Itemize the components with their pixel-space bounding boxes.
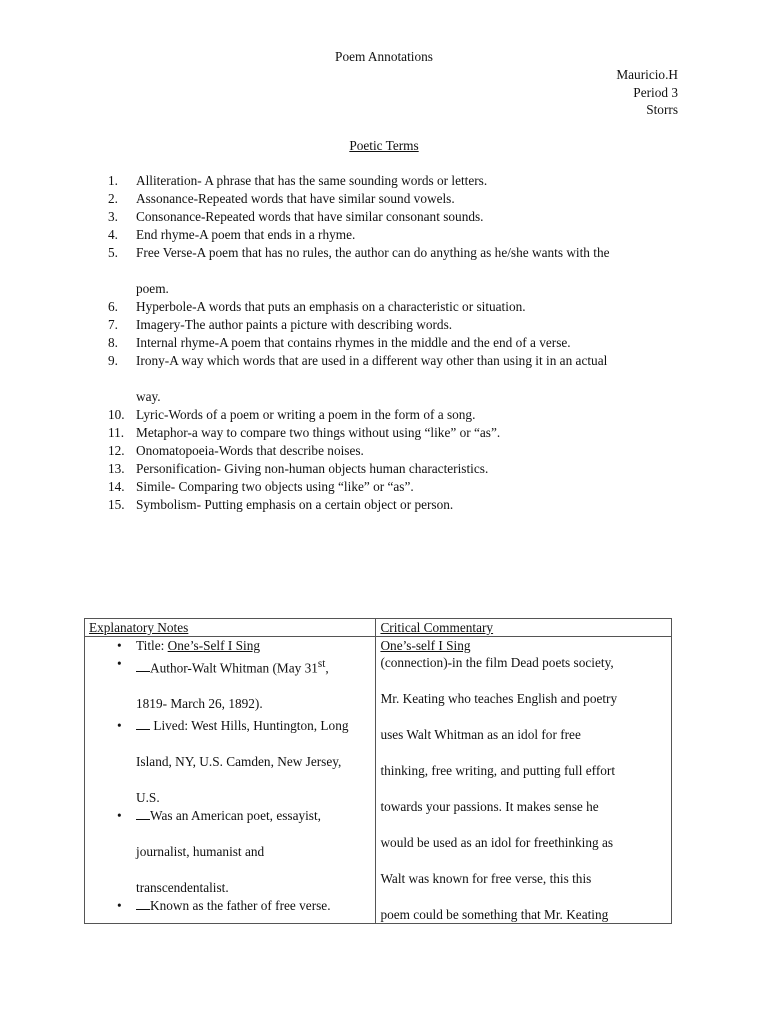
commentary-line: (connection)-in the film Dead poets society, [380,655,614,670]
list-item: • Lived: West Hills, Huntington, Long Island, NY, U.S. Camden, New Jersey, U.S. [117,718,349,806]
teacher-name: Storrs [646,102,678,117]
poem-title: One’s-Self I Sing [167,638,261,653]
list-item: 1. Alliteration- A phrase that has the same sounding words or letters. [108,173,488,188]
list-item: 11. Metaphor-a way to compare two things without using “like” or “as”. [108,425,501,440]
table-header-row [85,619,672,637]
column-header-explanatory-notes: Explanatory Notes [85,619,376,637]
list-item: 3. Consonance-Repeated words that have similar consonant sounds. [108,209,484,224]
bullet-icon: • [117,638,122,653]
commentary-line: Walt was known for free verse, this this [380,871,592,886]
list-item: 6. Hyperbole-A words that puts an emphasis on a characteristic or situation. [108,299,526,314]
list-item: 10. Lyric-Words of a poem or writing a poem in the form of a song. [108,407,476,422]
list-item: 13. Personification- Giving non-human objects human characteristics. [108,461,489,476]
commentary-line: thinking, free writing, and putting full effort [380,763,616,778]
class-period: Period 3 [633,84,678,100]
bullet-icon: • [117,718,122,734]
list-item: • Was an American poet, essayist, journalist, humanist and transcendentalist. [117,808,322,896]
list-item: 12. Onomatopoeia-Words that describe noises. [108,443,364,458]
list-item: 7. Imagery-The author paints a picture with describing words. [108,317,453,332]
list-item: 5. Free Verse-A poem that has no rules, the author can do anything as he/she wants with the poem. [108,245,610,296]
notes-bullet-list [89,637,371,915]
list-item: 2. Assonance-Repeated words that have similar sound vowels. [108,191,455,206]
list-item: • Title: One’s-Self I Sing [117,638,261,653]
list-item: • Author-Walt Whitman (May 31st, 1819- March 26, 1892). [117,656,329,712]
critical-commentary-cell [376,637,672,924]
commentary-line: Mr. Keating who teaches English and poetry [380,691,618,706]
table-row [85,637,672,924]
poetic-terms-list [108,172,688,514]
list-item: 14. Simile- Comparing two objects using “like” or “as”. [108,479,414,494]
list-item: 4. End rhyme-A poem that ends in a rhyme. [108,227,356,242]
list-item: 9. Irony-A way which words that are used in a different way other than using it in an actual way. [108,353,608,404]
commentary-line: poem could be something that Mr. Keating [380,907,609,922]
commentary-line: towards your passions. It makes sense he [380,799,599,814]
annotation-table [84,618,672,924]
commentary-line: uses Walt Whitman as an idol for free [380,727,581,742]
commentary-line: would be used as an idol for freethinking as [380,835,614,850]
explanatory-notes-cell [85,637,376,924]
bullet-icon: • [117,898,122,914]
list-item: 15. Symbolism- Putting emphasis on a certain object or person. [108,497,454,512]
commentary-heading: One’s-self I Sing [380,638,471,653]
bullet-icon: • [117,808,122,824]
author-name: Mauricio.H [616,67,678,82]
list-item: • Known as the father of free verse. [117,898,331,914]
section-title: Poetic Terms [349,138,419,153]
bullet-icon: • [117,656,122,671]
column-header-critical-commentary: Critical Commentary [376,619,672,637]
document-title: Poem Annotations [335,49,433,64]
list-item: 8. Internal rhyme-A poem that contains rhymes in the middle and the end of a verse. [108,335,571,350]
document-header-info [616,66,678,119]
